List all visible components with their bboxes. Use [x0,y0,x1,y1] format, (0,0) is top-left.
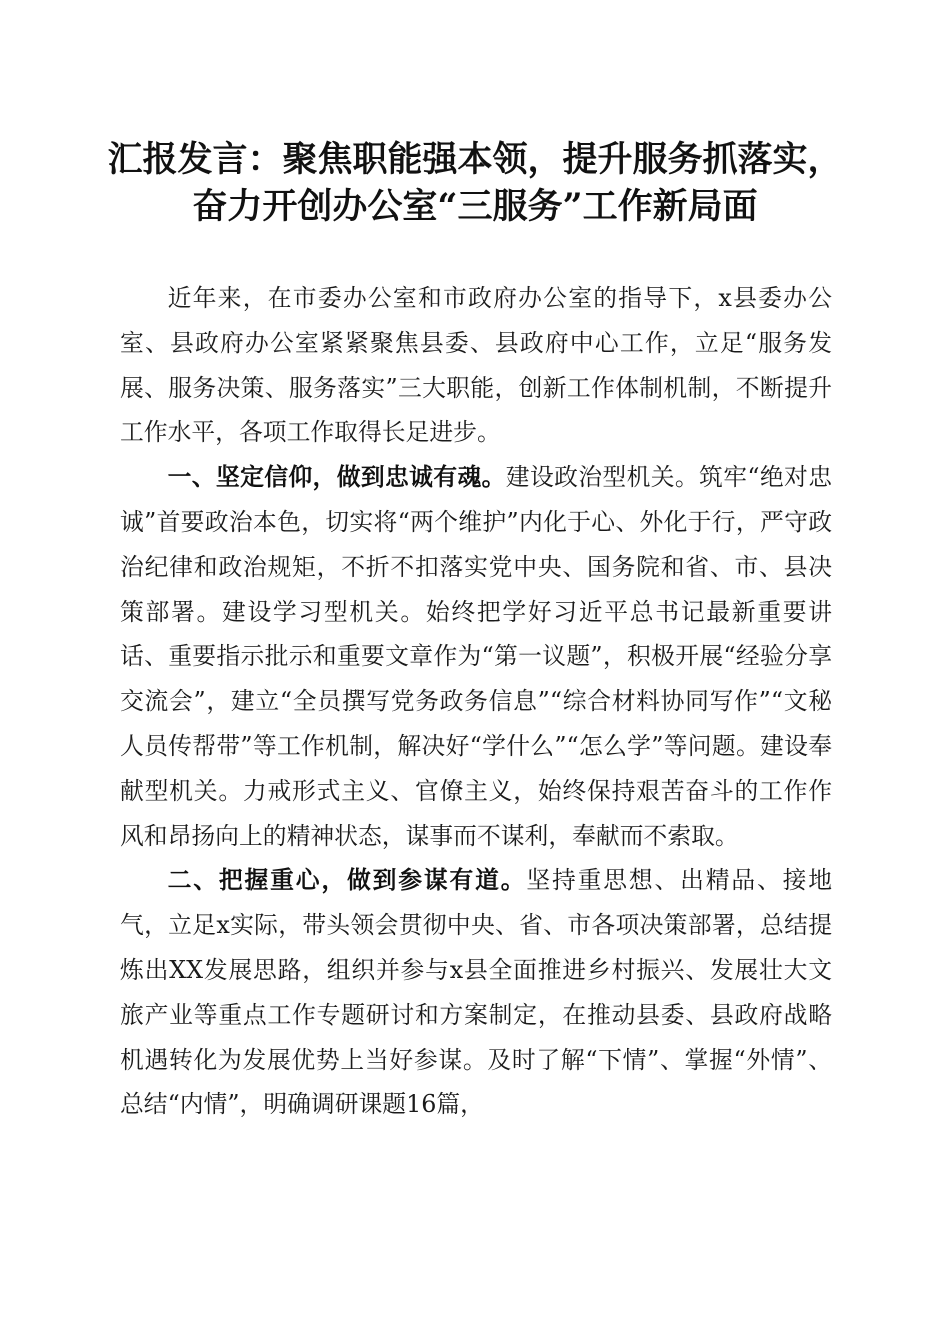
section-1-text: 建设政治型机关。筑牢“绝对忠诚”首要政治本色，切实将“两个维护”内化于心、外化于行，严守政治纪律和政治规矩，不折不扣落实党中央、国务院和省、市、县决策部署。建设学习型机关。始终把学好习近平总书记最新重要讲话、重要指示批示和重要文章作为“第一议题”，积极开展“经验分享交流会”，建立“全员撰写党务政务信息”“综合材料协同写作”“文秘人员传帮带”等工作机制，解决好“学什么”“怎么学”等问题。建设奉献型机关。力戒形式主义、官僚主义，始终保持艰苦奋斗的工作作风和昂扬向上的精神状态，谋事而不谋利，奉献而不索取。 [120,463,833,850]
paragraph-intro-text: 近年来，在市委办公室和市政府办公室的指导下，x县委办公室、县政府办公室紧紧聚焦县委、县政府中心工作，立足“服务发展、服务决策、服务落实”三大职能，创新工作体制机制，不断提升工作水平，各项工作取得长足进步。 [120,284,832,447]
document-body [120,276,832,1127]
paragraph-intro [120,276,832,455]
document-title-line-2: 奋力开创办公室“三服务”工作新局面 [192,186,758,227]
document-title-line-1: 汇报发言：聚焦职能强本领，提升服务抓落实， [107,139,843,180]
paragraph-section-2 [120,858,832,1127]
section-2-heading: 二、把握重心，做到参谋有道。 [167,866,527,895]
section-1-heading: 一、坚定信仰，做到忠诚有魂。 [167,463,506,492]
paragraph-section-1 [120,455,832,858]
section-2-text: 坚持重思想、出精品、接地气，立足x实际，带头领会贯彻中央、省、市各项决策部署，总结提炼出XX发展思路，组织并参与x县全面推进乡村振兴、发展壮大文旅产业等重点工作专题研讨和方案制定，在推动县委、县政府战略机遇转化为发展优势上当好参谋。及时了解“下情”、掌握“外情”、总结“内情”，明确调研课题16篇， [120,866,833,1119]
